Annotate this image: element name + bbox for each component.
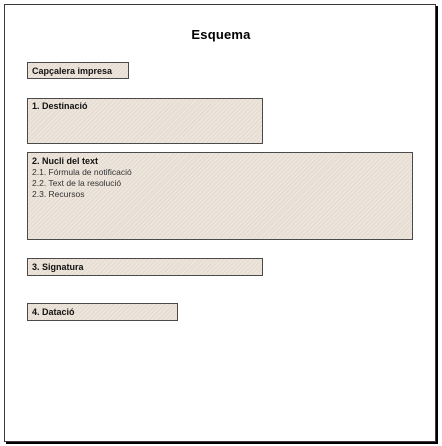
section-signatura-box: [27, 258, 263, 276]
section-nucli-label: 2. Nucli del text: [32, 156, 99, 166]
section-destinacio-box: [27, 98, 263, 144]
section-signatura-label: 3. Signatura: [32, 262, 84, 272]
section-datacio-box: [27, 303, 178, 321]
section-destinacio-label: 1. Destinació: [32, 101, 88, 111]
subsection-recursos: 2.3. Recursos: [32, 189, 85, 199]
section-nucli-box: [27, 152, 413, 240]
header-label: Capçalera impresa: [32, 66, 113, 76]
header-box: [27, 62, 129, 79]
subsection-formula: 2.1. Fórmula de notificació: [32, 167, 132, 177]
subsection-text-resolucio: 2.2. Text de la resolució: [32, 178, 122, 188]
diagram-title: Esquema: [191, 27, 251, 42]
section-datacio-label: 4. Datació: [32, 307, 75, 317]
